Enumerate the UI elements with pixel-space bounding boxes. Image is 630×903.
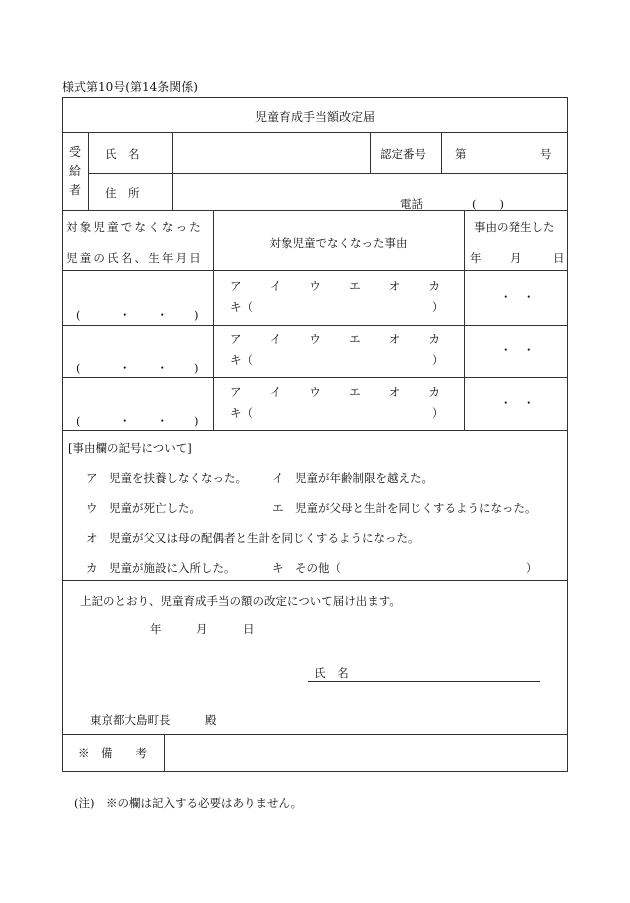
signature-name-label: 氏 名 — [314, 666, 353, 680]
cert-go: 号 — [540, 147, 552, 161]
declaration-month: 月 — [196, 622, 208, 636]
reason-ki-close: ） — [432, 406, 444, 420]
date-header-line1: 事由の発生した — [474, 220, 555, 234]
legend-u: ウ 児童が死亡した。 — [86, 501, 201, 515]
legend-e: エ 児童が父母と生計を同じくするようになった。 — [272, 501, 537, 515]
child-header-line1: 対象児童でなくなった — [66, 220, 203, 234]
occurrence-date: ・ ・ — [500, 396, 535, 410]
birth-date: ( ・ ・ ) — [76, 308, 200, 322]
declaration-text: 上記のとおり、児童育成手当の額の改定について届け出ます。 — [80, 594, 401, 608]
phone-paren: ( ) — [472, 197, 504, 211]
child-header-line2: 児童の氏名、生年月日 — [66, 251, 203, 265]
form-title: 児童育成手当額改定届 — [254, 110, 375, 124]
occurrence-date: ・ ・ — [500, 290, 535, 304]
name-label: 氏 名 — [105, 147, 140, 161]
legend-ki-close: ） — [526, 561, 538, 575]
reason-ki-close: ） — [432, 300, 444, 314]
name-field[interactable] — [176, 135, 366, 171]
declaration-day: 日 — [243, 622, 255, 636]
footnote: (注) ※の欄は記入する必要はありません。 — [74, 796, 303, 810]
birth-date: ( ・ ・ ) — [76, 361, 200, 375]
form-number: 様式第10号(第14条関係) — [62, 80, 198, 94]
reason-options: ア イ ウ エ オ カ — [230, 279, 440, 293]
declaration-year: 年 — [150, 622, 162, 636]
signature-name-field[interactable] — [355, 660, 535, 680]
recipient-label: 受 給 者 — [68, 145, 81, 197]
legend-heading: [事由欄の記号について] — [68, 441, 192, 455]
legend-a: ア 児童を扶養しなくなった。 — [86, 471, 247, 485]
phone-label: 電話 — [400, 197, 423, 211]
reason-ki-close: ） — [432, 353, 444, 367]
reason-options: ア イ ウ エ オ カ — [230, 385, 440, 399]
reason-header: 対象児童でなくなった事由 — [269, 236, 408, 250]
birth-date: ( ・ ・ ) — [76, 414, 200, 428]
reason-options: ア イ ウ エ オ カ — [230, 332, 440, 346]
addressee: 東京都大島町長 — [90, 713, 171, 727]
reason-ki: キ（ — [230, 353, 253, 367]
legend-ka: カ 児童が施設に入所した。 — [86, 561, 236, 575]
reason-ki: キ（ — [230, 406, 253, 420]
remarks-label: ※ 備 考 — [78, 746, 147, 760]
reason-ki: キ（ — [230, 300, 253, 314]
date-header-year: 年 — [470, 251, 482, 265]
cert-number-field[interactable] — [474, 136, 534, 170]
address-label: 住 所 — [105, 186, 140, 200]
cert-number-label: 認定番号 — [380, 147, 426, 161]
remarks-field[interactable] — [168, 737, 564, 768]
legend-ki: キ その他（ — [272, 561, 341, 575]
legend-i: イ 児童が年齢制限を越えた。 — [272, 471, 433, 485]
cert-dai: 第 — [455, 147, 467, 161]
date-header-day: 日 — [553, 251, 565, 265]
legend-o: オ 児童が父又は母の配偶者と生計を同じくするようになった。 — [86, 531, 420, 545]
date-header-month: 月 — [510, 251, 522, 265]
occurrence-date: ・ ・ — [500, 343, 535, 357]
addressee-tono: 殿 — [205, 713, 217, 727]
